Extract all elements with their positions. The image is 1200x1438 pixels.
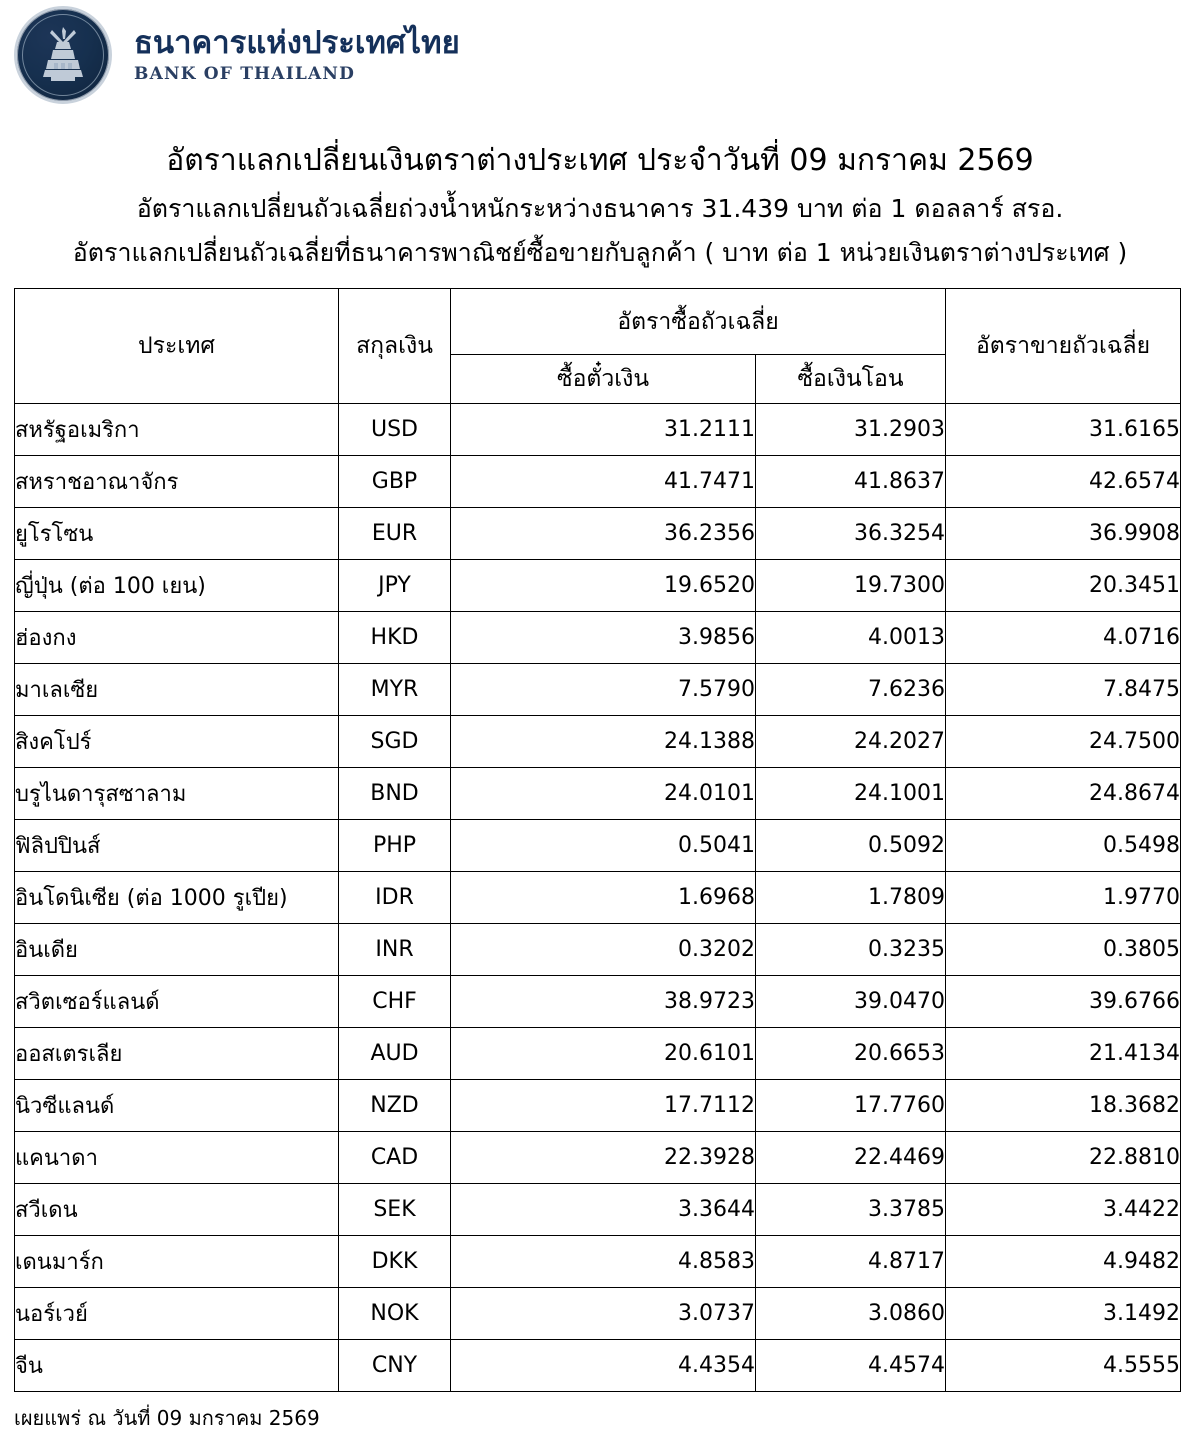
header-country: ประเทศ — [15, 289, 339, 404]
cell-buying-transfer: 17.7760 — [756, 1080, 946, 1132]
cell-selling-rate: 4.0716 — [946, 612, 1181, 664]
cell-country: นิวซีแลนด์ — [15, 1080, 339, 1132]
cell-buying-transfer: 1.7809 — [756, 872, 946, 924]
cell-buying-transfer: 0.5092 — [756, 820, 946, 872]
cell-buying-transfer: 3.0860 — [756, 1288, 946, 1340]
cell-country: สวิตเซอร์แลนด์ — [15, 976, 339, 1028]
cell-buying-bill: 1.6968 — [451, 872, 756, 924]
table-row — [15, 1184, 1181, 1236]
table-row — [15, 716, 1181, 768]
cell-country: ยูโรโซน — [15, 508, 339, 560]
bank-of-thailand-seal-icon — [14, 6, 112, 104]
header-currency: สกุลเงิน — [339, 289, 451, 404]
cell-buying-transfer: 0.3235 — [756, 924, 946, 976]
brand-name-english: BANK OF THAILAND — [134, 63, 356, 84]
cell-buying-transfer: 20.6653 — [756, 1028, 946, 1080]
table-header — [15, 289, 1181, 404]
cell-selling-rate: 0.5498 — [946, 820, 1181, 872]
cell-buying-bill: 24.1388 — [451, 716, 756, 768]
cell-buying-transfer: 7.6236 — [756, 664, 946, 716]
cell-selling-rate: 3.4422 — [946, 1184, 1181, 1236]
cell-currency-code: MYR — [339, 664, 451, 716]
cell-country: นอร์เวย์ — [15, 1288, 339, 1340]
cell-selling-rate: 20.3451 — [946, 560, 1181, 612]
cell-buying-bill: 3.9856 — [451, 612, 756, 664]
cell-country: ฮ่องกง — [15, 612, 339, 664]
table-row — [15, 456, 1181, 508]
cell-country: สหราชอาณาจักร — [15, 456, 339, 508]
cell-buying-bill: 38.9723 — [451, 976, 756, 1028]
cell-buying-transfer: 41.8637 — [756, 456, 946, 508]
table-row — [15, 664, 1181, 716]
cell-buying-bill: 20.6101 — [451, 1028, 756, 1080]
cell-country: สวีเดน — [15, 1184, 339, 1236]
header-selling-rate: อัตราขายถัวเฉลี่ย — [946, 289, 1181, 404]
cell-currency-code: HKD — [339, 612, 451, 664]
cell-currency-code: DKK — [339, 1236, 451, 1288]
brand-name-thai: ธนาคารแห่งประเทศไทย — [134, 24, 460, 61]
cell-currency-code: NOK — [339, 1288, 451, 1340]
table-row — [15, 560, 1181, 612]
table-row — [15, 872, 1181, 924]
cell-country: แคนาดา — [15, 1132, 339, 1184]
table-row — [15, 404, 1181, 456]
cell-selling-rate: 0.3805 — [946, 924, 1181, 976]
table-row — [15, 1080, 1181, 1132]
cell-selling-rate: 39.6766 — [946, 976, 1181, 1028]
cell-country: บรูไนดารุสซาลาม — [15, 768, 339, 820]
cell-currency-code: JPY — [339, 560, 451, 612]
table-row — [15, 1340, 1181, 1392]
header-buying-bill: ซื้อตั๋วเงิน — [451, 355, 756, 404]
cell-buying-bill: 36.2356 — [451, 508, 756, 560]
cell-buying-bill: 24.0101 — [451, 768, 756, 820]
title-block — [0, 142, 1200, 268]
cell-currency-code: EUR — [339, 508, 451, 560]
table-row — [15, 1132, 1181, 1184]
cell-country: อินเดีย — [15, 924, 339, 976]
cell-buying-transfer: 36.3254 — [756, 508, 946, 560]
cell-selling-rate: 42.6574 — [946, 456, 1181, 508]
cell-selling-rate: 18.3682 — [946, 1080, 1181, 1132]
cell-selling-rate: 21.4134 — [946, 1028, 1181, 1080]
cell-country: จีน — [15, 1340, 339, 1392]
table-row — [15, 1028, 1181, 1080]
cell-buying-transfer: 4.0013 — [756, 612, 946, 664]
cell-country: เดนมาร์ก — [15, 1236, 339, 1288]
cell-buying-transfer: 24.2027 — [756, 716, 946, 768]
page-header — [0, 0, 1200, 100]
cell-country: ออสเตรเลีย — [15, 1028, 339, 1080]
cell-buying-bill: 7.5790 — [451, 664, 756, 716]
cell-currency-code: SEK — [339, 1184, 451, 1236]
cell-buying-transfer: 22.4469 — [756, 1132, 946, 1184]
cell-currency-code: AUD — [339, 1028, 451, 1080]
cell-selling-rate: 3.1492 — [946, 1288, 1181, 1340]
table-row — [15, 612, 1181, 664]
publication-date: เผยแพร่ ณ วันที่ 09 มกราคม 2569 — [14, 1406, 320, 1430]
cell-selling-rate: 7.8475 — [946, 664, 1181, 716]
page-title: อัตราแลกเปลี่ยนเงินตราต่างประเทศ ประจำวันที่ 09 มกราคม 2569 — [166, 143, 1034, 178]
cell-currency-code: GBP — [339, 456, 451, 508]
cell-selling-rate: 24.7500 — [946, 716, 1181, 768]
cell-currency-code: PHP — [339, 820, 451, 872]
cell-buying-bill: 0.5041 — [451, 820, 756, 872]
table-row — [15, 924, 1181, 976]
cell-buying-transfer: 31.2903 — [756, 404, 946, 456]
cell-buying-bill: 3.0737 — [451, 1288, 756, 1340]
cell-buying-bill: 19.6520 — [451, 560, 756, 612]
table-row — [15, 508, 1181, 560]
cell-buying-transfer: 39.0470 — [756, 976, 946, 1028]
cell-country: ฟิลิปปินส์ — [15, 820, 339, 872]
cell-buying-transfer: 3.3785 — [756, 1184, 946, 1236]
cell-buying-bill: 3.3644 — [451, 1184, 756, 1236]
table-row — [15, 768, 1181, 820]
cell-buying-bill: 17.7112 — [451, 1080, 756, 1132]
cell-selling-rate: 24.8674 — [946, 768, 1181, 820]
cell-buying-transfer: 4.4574 — [756, 1340, 946, 1392]
cell-selling-rate: 36.9908 — [946, 508, 1181, 560]
cell-currency-code: CNY — [339, 1340, 451, 1392]
cell-currency-code: NZD — [339, 1080, 451, 1132]
header-buying-transfer: ซื้อเงินโอน — [756, 355, 946, 404]
commercial-bank-rate-note: อัตราแลกเปลี่ยนถัวเฉลี่ยที่ธนาคารพาณิชย์ซื้อขายกับลูกค้า ( บาท ต่อ 1 หน่วยเงินตราต่างประเทศ ) — [72, 237, 1128, 267]
cell-selling-rate: 4.5555 — [946, 1340, 1181, 1392]
cell-selling-rate: 4.9482 — [946, 1236, 1181, 1288]
cell-buying-transfer: 24.1001 — [756, 768, 946, 820]
cell-country: สหรัฐอเมริกา — [15, 404, 339, 456]
cell-buying-transfer: 4.8717 — [756, 1236, 946, 1288]
cell-buying-bill: 41.7471 — [451, 456, 756, 508]
exchange-rate-table — [14, 288, 1181, 1392]
cell-currency-code: USD — [339, 404, 451, 456]
cell-buying-bill: 22.3928 — [451, 1132, 756, 1184]
cell-country: สิงคโปร์ — [15, 716, 339, 768]
cell-currency-code: CAD — [339, 1132, 451, 1184]
cell-country: ญี่ปุ่น (ต่อ 100 เยน) — [15, 560, 339, 612]
cell-buying-bill: 0.3202 — [451, 924, 756, 976]
cell-country: มาเลเซีย — [15, 664, 339, 716]
cell-currency-code: INR — [339, 924, 451, 976]
table-body — [15, 404, 1181, 1392]
cell-buying-bill: 31.2111 — [451, 404, 756, 456]
exchange-rate-table-container — [14, 288, 1186, 1392]
cell-buying-bill: 4.4354 — [451, 1340, 756, 1392]
table-row — [15, 976, 1181, 1028]
cell-selling-rate: 22.8810 — [946, 1132, 1181, 1184]
interbank-rate-note: อัตราแลกเปลี่ยนถัวเฉลี่ยถ่วงน้ำหนักระหว่างธนาคาร 31.439 บาท ต่อ 1 ดอลลาร์ สรอ. — [136, 193, 1064, 223]
table-row — [15, 1288, 1181, 1340]
header-buying-group: อัตราซื้อถัวเฉลี่ย — [451, 289, 946, 355]
cell-buying-transfer: 19.7300 — [756, 560, 946, 612]
cell-currency-code: SGD — [339, 716, 451, 768]
table-row — [15, 1236, 1181, 1288]
cell-buying-bill: 4.8583 — [451, 1236, 756, 1288]
cell-selling-rate: 31.6165 — [946, 404, 1181, 456]
cell-currency-code: IDR — [339, 872, 451, 924]
cell-currency-code: CHF — [339, 976, 451, 1028]
cell-country: อินโดนิเซีย (ต่อ 1000 รูเปีย) — [15, 872, 339, 924]
cell-selling-rate: 1.9770 — [946, 872, 1181, 924]
table-row — [15, 820, 1181, 872]
cell-currency-code: BND — [339, 768, 451, 820]
